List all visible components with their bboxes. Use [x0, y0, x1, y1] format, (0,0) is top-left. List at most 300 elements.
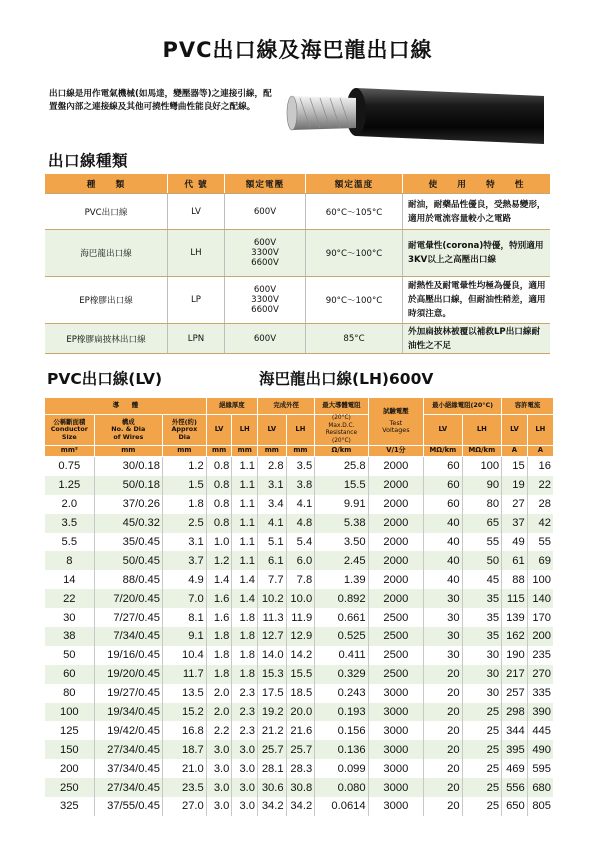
spec-cell-od-lh: 21.6	[286, 721, 315, 740]
header-area: 公稱斷面積 Conductor Size	[45, 415, 94, 446]
spec-cell-mi-lv: 20	[424, 721, 462, 740]
spec-cell-ins-lv: 2.0	[206, 684, 232, 703]
spec-cell-od-lh: 14.2	[286, 646, 315, 665]
spec-cell-ins-lv: 1.8	[206, 646, 232, 665]
spec-cell-mi-lh: 45	[462, 570, 502, 589]
spec-cell-test-voltage: 3000	[368, 721, 424, 740]
test-voltage-cn: 試驗電壓	[383, 407, 409, 416]
spec-cell-dia: 7.0	[162, 589, 206, 608]
spec-cell-od-lh: 6.0	[286, 551, 315, 570]
spec-cell-wires: 19/34/0.45	[94, 703, 162, 722]
spec-cell-mi-lv: 40	[424, 514, 462, 533]
spec-row	[45, 703, 553, 722]
spec-cell-od-lv: 2.8	[258, 457, 287, 476]
spec-cell-mi-lv: 30	[424, 646, 462, 665]
spec-cell-size: 0.75	[45, 457, 94, 476]
spec-cell-dia: 10.4	[162, 646, 206, 665]
spec-cell-od-lv: 10.2	[258, 589, 287, 608]
spec-cell-ins-lv: 1.2	[206, 551, 232, 570]
spec-cell-mi-lh: 35	[462, 627, 502, 646]
spec-cell-dia: 21.0	[162, 759, 206, 778]
spec-cell-mi-lh: 80	[462, 495, 502, 514]
spec-cell-resistance: 0.193	[315, 703, 368, 722]
spec-cell-ins-lv: 2.2	[206, 721, 232, 740]
spec-cell-dia: 23.5	[162, 778, 206, 797]
spec-cell-mi-lv: 60	[424, 476, 462, 495]
spec-cell-size: 5.5	[45, 533, 94, 552]
spec-cell-test-voltage: 3000	[368, 740, 424, 759]
spec-cell-resistance: 0.661	[315, 608, 368, 627]
spec-cell-mi-lh: 25	[462, 721, 502, 740]
unit-test: V/1分	[368, 446, 424, 457]
spec-cell-wires: 37/34/0.45	[94, 759, 162, 778]
type-voltage: 600V 3300V 6600V	[225, 230, 306, 277]
spec-cell-ins-lh: 1.1	[232, 514, 258, 533]
header-test-voltage	[368, 398, 424, 446]
spec-cell-ins-lh: 3.0	[232, 759, 258, 778]
spec-cell-mi-lv: 20	[424, 703, 462, 722]
header-resistance: (20°C) Max.D.C. Resistance (20°C)	[315, 415, 368, 446]
spec-cell-current-lh: 680	[527, 778, 553, 797]
spec-cell-wires: 30/0.18	[94, 457, 162, 476]
header-cur-lv: LV	[502, 415, 528, 446]
spec-cell-resistance: 15.5	[315, 476, 368, 495]
spec-cell-current-lh: 28	[538, 498, 551, 511]
spec-cell-ins-lv: 1.4	[206, 570, 232, 589]
spec-cell-resistance: 0.329	[315, 665, 368, 684]
spec-cell-current-lv: 190	[502, 646, 528, 665]
unit-area: mm²	[45, 446, 94, 457]
spec-cell-od-lv: 12.7	[258, 627, 287, 646]
type-code: LP	[168, 277, 225, 324]
spec-row	[45, 627, 553, 646]
spec-cell-ins-lh: 1.8	[232, 646, 258, 665]
spec-cell-dia: 1.8	[162, 495, 206, 514]
type-temp: 60°C～105°C	[306, 194, 403, 230]
type-features: 耐熱性及耐電暈性均極為優良，適用於高壓出口線，但耐油性稍差，適用時須注意。	[403, 277, 551, 324]
spec-cell-mi-lh: 100	[462, 457, 502, 476]
header-ins-lv: LV	[206, 415, 232, 446]
spec-cell-mi-lh: 30	[462, 665, 502, 684]
type-voltage: 600V	[225, 194, 306, 230]
spec-cell-mi-lh: 25	[462, 759, 502, 778]
spec-cell-od-lv: 4.1	[258, 514, 287, 533]
spec-cell-dia: 13.5	[162, 684, 206, 703]
types-row	[45, 324, 550, 354]
spec-cell-dia: 27.0	[162, 797, 206, 816]
spec-cell-current-lh: 490	[527, 740, 553, 759]
specs-table	[45, 398, 553, 816]
spec-cell-wires: 19/42/0.45	[94, 721, 162, 740]
spec-cell-test-voltage: 2000	[368, 457, 424, 476]
spec-cell-resistance: 0.411	[315, 646, 368, 665]
spec-cell-ins-lv: 0.8	[206, 476, 232, 495]
header-max-resistance: 最大導體電阻	[315, 398, 368, 415]
spec-cell-current-lh: 55	[538, 536, 551, 548]
spec-cell-ins-lv: 1.8	[206, 665, 232, 684]
type-code: LH	[168, 230, 225, 277]
spec-cell-od-lv: 11.3	[258, 608, 287, 627]
type-name: 海巴龍出口線	[45, 230, 168, 277]
header-mi-lv: LV	[424, 415, 462, 446]
spec-cell-current-lv: 19	[502, 476, 528, 495]
spec-cell-od-lh: 7.8	[286, 570, 315, 589]
spec-cell-wires: 7/20/0.45	[94, 589, 162, 608]
spec-cell-od-lv: 17.5	[258, 684, 287, 703]
header-od-lh: LH	[286, 415, 315, 446]
cable-types-table	[45, 174, 550, 354]
spec-cell-wires: 50/0.18	[94, 476, 162, 495]
spec-cell-test-voltage: 3000	[368, 797, 424, 816]
spec-cell-ins-lh: 3.0	[232, 797, 258, 816]
type-name: EP橡膠扁披林出口線	[45, 324, 168, 354]
spec-cell-mi-lv: 20	[424, 665, 462, 684]
spec-row	[45, 457, 553, 476]
spec-cell-dia: 2.5	[162, 514, 206, 533]
spec-cell-size: 38	[45, 627, 94, 646]
spec-cell-dia: 3.1	[162, 533, 206, 552]
spec-cell-od-lv: 28.1	[258, 759, 287, 778]
spec-cell-current-lv: 162	[502, 627, 528, 646]
header-od-lv: LV	[258, 415, 287, 446]
spec-cell-current-lv: 395	[502, 740, 528, 759]
type-voltage: 600V	[225, 324, 306, 354]
spec-cell-wires: 7/27/0.45	[94, 608, 162, 627]
types-row	[45, 230, 550, 277]
spec-cell-size: 22	[45, 589, 94, 608]
spec-cell-od-lh: 5.4	[286, 533, 315, 552]
spec-cell-od-lh: 18.5	[286, 684, 315, 703]
spec-cell-current-lh: 595	[532, 762, 551, 775]
spec-cell-mi-lv: 20	[424, 778, 462, 797]
spec-row	[45, 721, 553, 740]
spec-cell-size: 60	[45, 665, 94, 684]
header-allowable-current: 容許電流	[502, 398, 553, 415]
type-features: 耐油，耐藥品性優良，受熱易變形，適用於電流容量較小之電路	[403, 194, 551, 230]
spec-cell-resistance: 5.38	[315, 514, 368, 533]
unit-res: Ω/km	[315, 446, 368, 457]
spec-cell-current-lh: 200	[527, 627, 553, 646]
spec-cell-size: 80	[45, 684, 94, 703]
spec-cell-dia: 3.7	[162, 551, 206, 570]
spec-cell-ins-lh: 3.0	[232, 778, 258, 797]
spec-cell-ins-lv: 3.0	[206, 797, 232, 816]
spec-cell-size: 325	[45, 797, 94, 816]
spec-cell-ins-lv: 3.0	[206, 759, 232, 778]
spec-cell-wires: 37/55/0.45	[94, 797, 162, 816]
unit-wires: mm	[94, 446, 162, 457]
spec-cell-ins-lv: 1.6	[206, 589, 232, 608]
cable-image	[286, 74, 548, 152]
spec-cell-resistance: 0.243	[315, 684, 368, 703]
spec-cell-current-lv: 344	[502, 721, 528, 740]
spec-cell-test-voltage: 2000	[368, 533, 424, 552]
spec-cell-od-lh: 20.0	[286, 703, 315, 722]
spec-cell-dia: 9.1	[162, 627, 206, 646]
spec-cell-wires: 37/0.26	[94, 495, 162, 514]
spec-cell-current-lh: 445	[532, 724, 551, 737]
spec-cell-mi-lv: 30	[424, 608, 462, 627]
types-header-kind: 種 類	[45, 174, 168, 194]
spec-cell-mi-lv: 30	[424, 627, 462, 646]
spec-cell-resistance: 25.8	[315, 457, 368, 476]
unit-dia: mm	[162, 446, 206, 457]
spec-cell-size: 3.5	[45, 514, 94, 533]
types-row	[45, 277, 550, 324]
spec-cell-wires: 88/0.45	[94, 570, 162, 589]
spec-cell-od-lv: 3.1	[258, 476, 287, 495]
spec-cell-wires: 45/0.32	[94, 514, 162, 533]
spec-cell-current-lv: 298	[502, 703, 528, 722]
spec-cell-test-voltage: 2000	[368, 570, 424, 589]
spec-cell-ins-lh: 1.1	[232, 533, 258, 552]
spec-cell-current-lh: 235	[532, 649, 551, 662]
spec-cell-resistance: 0.0614	[315, 797, 368, 816]
spec-cell-mi-lh: 50	[462, 551, 502, 570]
spec-row	[45, 797, 553, 816]
spec-cell-test-voltage: 2500	[368, 627, 424, 646]
spec-cell-od-lh: 3.5	[286, 457, 315, 476]
spec-row	[45, 778, 553, 797]
type-features: 耐電暈性(corona)特優，特別適用3KV以上之高壓出口線	[403, 230, 551, 277]
spec-cell-wires: 19/16/0.45	[94, 646, 162, 665]
unit-cur-lv: A	[502, 446, 528, 457]
spec-cell-wires: 19/27/0.45	[94, 684, 162, 703]
unit-mi-lv: MΩ/km	[424, 446, 462, 457]
header-cur-lh: LH	[527, 415, 553, 446]
spec-cell-dia: 11.7	[162, 665, 206, 684]
spec-cell-size: 150	[45, 740, 94, 759]
spec-cell-wires: 27/34/0.45	[94, 740, 162, 759]
specs-body	[45, 457, 553, 816]
spec-cell-test-voltage: 2000	[368, 514, 424, 533]
unit-od-lv: mm	[258, 446, 287, 457]
spec-cell-mi-lh: 25	[462, 778, 502, 797]
spec-row	[45, 740, 553, 759]
spec-cell-size: 200	[45, 759, 94, 778]
spec-cell-dia: 15.2	[162, 703, 206, 722]
header-wires: 構成 No. & Dia of Wires	[94, 415, 162, 446]
header-min-insulation: 最小絕緣電阻(20°C)	[424, 398, 502, 415]
spec-cell-od-lv: 15.3	[258, 665, 287, 684]
type-features: 外加扁披林被覆以補救LP出口線耐油性之不足	[403, 324, 551, 354]
spec-cell-test-voltage: 2000	[368, 495, 424, 514]
spec-cell-current-lv: 139	[502, 608, 528, 627]
spec-cell-current-lv: 257	[502, 684, 528, 703]
spec-cell-od-lv: 6.1	[258, 551, 287, 570]
header-mi-lh: LH	[462, 415, 502, 446]
spec-cell-ins-lv: 1.6	[206, 608, 232, 627]
spec-cell-od-lh: 15.5	[286, 665, 315, 684]
spec-cell-ins-lh: 1.8	[232, 608, 258, 627]
spec-cell-current-lv: 27	[502, 495, 528, 514]
spec-cell-mi-lv: 20	[424, 684, 462, 703]
header-outer-dia: 完成外徑	[258, 398, 315, 415]
spec-cell-ins-lh: 1.4	[232, 589, 258, 608]
spec-cell-test-voltage: 3000	[368, 759, 424, 778]
spec-cell-od-lv: 21.2	[258, 721, 287, 740]
type-temp: 85°C	[306, 324, 403, 354]
spec-cell-current-lh: 140	[527, 589, 553, 608]
spec-cell-mi-lv: 20	[424, 740, 462, 759]
spec-cell-current-lv: 650	[502, 797, 528, 816]
spec-cell-size: 250	[45, 778, 94, 797]
spec-cell-dia: 16.8	[162, 721, 206, 740]
spec-cell-size: 50	[45, 646, 94, 665]
spec-cell-ins-lh: 2.3	[232, 721, 258, 740]
spec-cell-dia: 18.7	[162, 740, 206, 759]
spec-cell-mi-lh: 25	[462, 797, 502, 816]
spec-cell-current-lh: 805	[532, 800, 551, 813]
spec-cell-mi-lh: 25	[462, 703, 502, 722]
subtitle-hypalon: 海巴龍出口線(LH)600V	[259, 370, 434, 388]
spec-cell-current-lv: 469	[502, 759, 528, 778]
spec-cell-od-lv: 5.1	[258, 533, 287, 552]
spec-cell-mi-lv: 60	[424, 457, 462, 476]
spec-cell-resistance: 0.156	[315, 721, 368, 740]
type-name: PVC出口線	[45, 194, 168, 230]
spec-cell-ins-lh: 1.8	[232, 665, 258, 684]
spec-cell-od-lv: 3.4	[258, 495, 287, 514]
spec-cell-mi-lv: 40	[424, 533, 462, 552]
spec-cell-current-lh: 16	[538, 460, 551, 473]
types-header-code: 代 號	[168, 174, 225, 194]
spec-cell-mi-lv: 40	[424, 551, 462, 570]
spec-cell-od-lh: 10.0	[286, 589, 315, 608]
spec-cell-size: 14	[45, 570, 94, 589]
subtitle-pvc: PVC出口線(LV)	[47, 370, 163, 388]
spec-cell-od-lv: 19.2	[258, 703, 287, 722]
spec-cell-ins-lv: 1.0	[206, 533, 232, 552]
spec-cell-ins-lh: 1.1	[232, 476, 258, 495]
types-row	[45, 194, 550, 230]
spec-cell-resistance: 0.136	[315, 740, 368, 759]
spec-cell-current-lv: 61	[502, 551, 528, 570]
unit-mi-lh: MΩ/km	[462, 446, 502, 457]
spec-cell-od-lh: 28.3	[286, 759, 315, 778]
spec-cell-od-lv: 34.2	[258, 797, 287, 816]
spec-cell-size: 8	[45, 551, 94, 570]
spec-cell-dia: 8.1	[162, 608, 206, 627]
spec-cell-od-lv: 7.7	[258, 570, 287, 589]
spec-cell-resistance: 0.080	[315, 778, 368, 797]
spec-cell-resistance: 0.099	[315, 759, 368, 778]
unit-ins-lv: mm	[206, 446, 232, 457]
type-voltage: 600V 3300V 6600V	[225, 277, 306, 324]
spec-cell-resistance: 2.45	[315, 551, 368, 570]
spec-cell-od-lh: 25.7	[286, 740, 315, 759]
spec-cell-test-voltage: 2500	[368, 646, 424, 665]
spec-cell-ins-lv: 2.0	[206, 703, 232, 722]
spec-cell-ins-lv: 0.8	[206, 514, 232, 533]
spec-row	[45, 495, 553, 514]
spec-cell-ins-lh: 1.1	[232, 457, 258, 476]
spec-cell-test-voltage: 3000	[368, 684, 424, 703]
spec-row	[45, 684, 553, 703]
spec-cell-ins-lh: 1.1	[232, 495, 258, 514]
unit-od-lh: mm	[286, 446, 315, 457]
spec-cell-mi-lh: 55	[462, 533, 502, 552]
spec-cell-mi-lv: 20	[424, 797, 462, 816]
spec-cell-size: 30	[45, 608, 94, 627]
spec-cell-wires: 27/34/0.45	[94, 778, 162, 797]
spec-row	[45, 646, 553, 665]
spec-cell-ins-lh: 2.3	[232, 684, 258, 703]
page-title: PVC出口線及海巴龍出口線	[162, 38, 433, 62]
spec-cell-od-lh: 4.1	[286, 495, 315, 514]
test-voltage-en: Test Voltages	[382, 418, 410, 435]
header-dia: 外徑(約) Approx Dia	[162, 415, 206, 446]
spec-row	[45, 514, 553, 533]
spec-cell-ins-lv: 0.8	[206, 457, 232, 476]
spec-cell-mi-lh: 90	[462, 476, 502, 495]
spec-cell-size: 100	[45, 703, 94, 722]
spec-row	[45, 759, 553, 778]
spec-cell-od-lh: 3.8	[286, 476, 315, 495]
spec-cell-current-lv: 115	[502, 589, 528, 608]
spec-cell-ins-lv: 3.0	[206, 740, 232, 759]
spec-cell-test-voltage: 2500	[368, 608, 424, 627]
spec-cell-wires: 19/20/0.45	[94, 665, 162, 684]
spec-cell-mi-lh: 30	[462, 684, 502, 703]
spec-cell-wires: 50/0.45	[94, 551, 162, 570]
spec-cell-mi-lh: 35	[462, 589, 502, 608]
spec-cell-ins-lv: 0.8	[206, 495, 232, 514]
spec-cell-current-lh: 335	[532, 687, 551, 700]
spec-cell-wires: 35/0.45	[94, 533, 162, 552]
spec-cell-mi-lh: 30	[462, 646, 502, 665]
types-header-temp: 額定溫度	[306, 174, 403, 194]
intro-text: 出口線是用作電氣機械(如馬達，變壓器等)之連接引線，配置盤內部之連接線及其他可撓性彎曲性能良好之配線。	[49, 89, 272, 112]
spec-cell-current-lv: 88	[502, 570, 528, 589]
spec-cell-current-lv: 217	[502, 665, 528, 684]
spec-cell-resistance: 0.525	[315, 627, 368, 646]
header-ins-lh: LH	[232, 415, 258, 446]
spec-cell-current-lv: 37	[502, 514, 528, 533]
types-header-features: 使 用 特 性	[403, 174, 551, 194]
spec-cell-od-lh: 34.2	[286, 797, 315, 816]
spec-row	[45, 533, 553, 552]
spec-cell-resistance: 1.39	[315, 570, 368, 589]
spec-cell-current-lv: 49	[502, 533, 528, 552]
spec-cell-current-lh: 170	[532, 611, 551, 624]
spec-cell-mi-lv: 20	[424, 759, 462, 778]
type-code: LV	[168, 194, 225, 230]
spec-cell-ins-lv: 3.0	[206, 778, 232, 797]
spec-cell-dia: 1.2	[162, 457, 206, 476]
type-temp: 90°C～100°C	[306, 230, 403, 277]
type-temp: 90°C～100°C	[306, 277, 403, 324]
spec-cell-od-lv: 30.6	[258, 778, 287, 797]
spec-cell-size: 1.25	[45, 476, 94, 495]
spec-cell-ins-lh: 1.1	[232, 551, 258, 570]
spec-cell-mi-lv: 60	[424, 495, 462, 514]
spec-cell-current-lh: 100	[532, 573, 551, 586]
spec-cell-mi-lh: 35	[462, 608, 502, 627]
unit-cur-lh: A	[527, 446, 553, 457]
spec-cell-test-voltage: 2000	[368, 551, 424, 570]
spec-cell-size: 2.0	[45, 495, 94, 514]
spec-cell-ins-lh: 1.8	[232, 627, 258, 646]
spec-cell-resistance: 9.91	[315, 495, 368, 514]
spec-cell-current-lh: 22	[527, 476, 553, 495]
types-header-voltage: 額定電壓	[225, 174, 306, 194]
spec-cell-current-lh: 270	[527, 665, 553, 684]
spec-cell-current-lv: 556	[502, 778, 528, 797]
spec-cell-current-lv: 15	[502, 457, 528, 476]
spec-cell-test-voltage: 2500	[368, 665, 424, 684]
type-code: LPN	[168, 324, 225, 354]
